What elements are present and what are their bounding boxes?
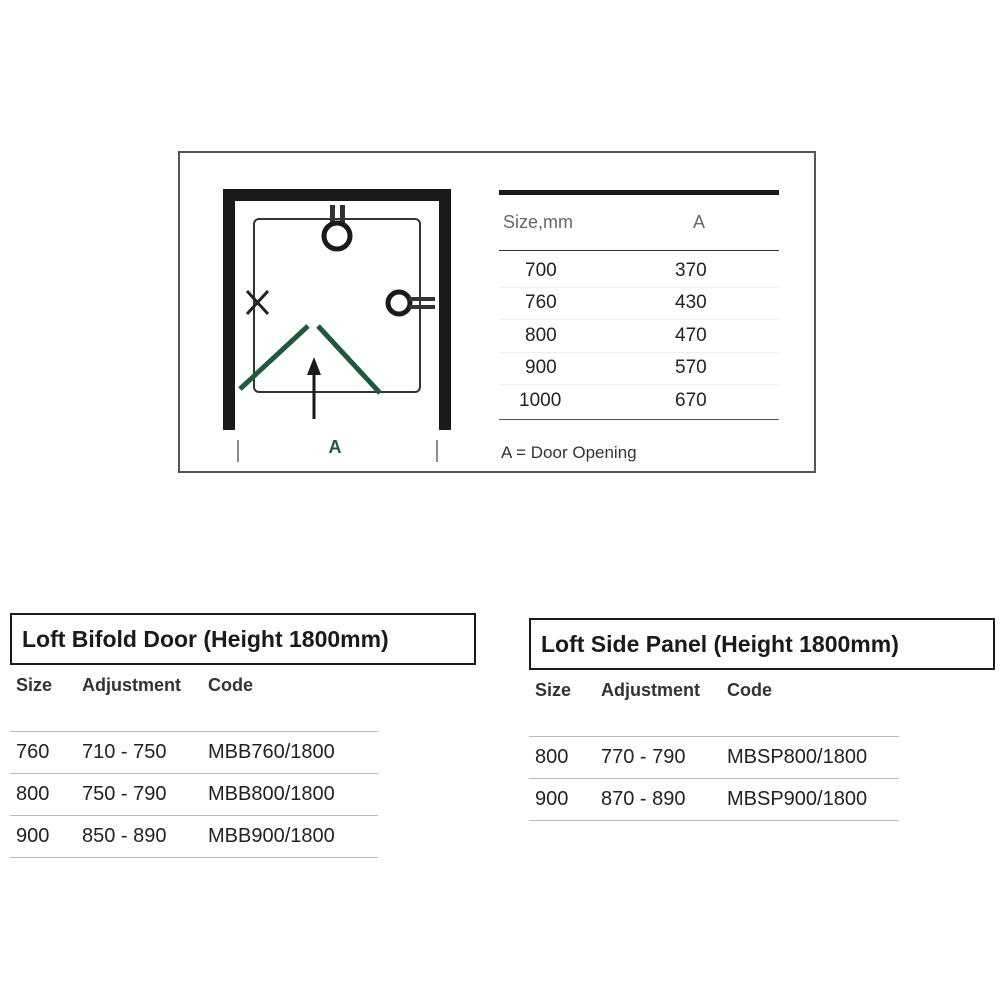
cell-size: 760 xyxy=(16,741,50,763)
header-adjustment: Adjustment xyxy=(82,675,181,695)
cell-a: 370 xyxy=(675,259,707,281)
table-row xyxy=(499,320,779,353)
header-a: A xyxy=(693,212,706,232)
header-size: Size,mm xyxy=(503,212,574,232)
cell-code: MBSP900/1800 xyxy=(727,788,868,810)
cell-code: MBB900/1800 xyxy=(208,825,335,847)
side-panel-title: Loft Side Panel (Height 1800mm) xyxy=(529,618,995,670)
drain-cross-icon xyxy=(247,291,268,314)
bifold-column-headers xyxy=(10,675,476,731)
cell-a: 570 xyxy=(675,357,707,379)
cell-adjustment: 710 - 750 xyxy=(82,741,167,763)
cell-code: MBB800/1800 xyxy=(208,783,335,805)
cell-size: 1000 xyxy=(519,389,562,411)
cell-adjustment: 750 - 790 xyxy=(82,783,167,805)
header-size: Size xyxy=(535,680,572,700)
bifold-door-left-leaf xyxy=(240,326,308,389)
table-row xyxy=(529,778,899,820)
cell-size: 800 xyxy=(16,783,50,805)
bifold-door-right-leaf xyxy=(318,326,380,393)
shower-head-icon xyxy=(324,205,350,249)
bifold-rows xyxy=(10,731,378,858)
table-row xyxy=(529,736,899,778)
dimension-label: A xyxy=(328,437,342,457)
bifold-title: Loft Bifold Door (Height 1800mm) xyxy=(10,613,476,665)
table-row xyxy=(499,288,779,321)
cell-code: MBSP800/1800 xyxy=(727,746,868,768)
cell-size: 900 xyxy=(16,825,50,847)
entry-arrow-icon xyxy=(307,357,321,419)
cell-a: 670 xyxy=(675,389,707,411)
cell-size: 700 xyxy=(525,259,557,281)
side-panel-column-headers xyxy=(529,680,995,736)
size-table-header xyxy=(499,195,779,251)
bifold-door-spec xyxy=(10,613,476,858)
header-code: Code xyxy=(208,675,253,695)
cell-size: 800 xyxy=(535,746,569,768)
table-row xyxy=(499,353,779,386)
cell-size: 760 xyxy=(525,292,557,314)
table-row xyxy=(10,731,378,773)
size-table-rows xyxy=(499,251,779,420)
legend-note: A = Door Opening xyxy=(501,443,637,462)
shower-plan-diagram xyxy=(178,151,816,473)
table-row xyxy=(10,773,378,815)
cell-adjustment: 850 - 890 xyxy=(82,825,167,847)
cell-adjustment: 770 - 790 xyxy=(601,746,686,768)
shower-valve-icon xyxy=(388,292,435,314)
header-size: Size xyxy=(16,675,53,695)
cell-a: 470 xyxy=(675,324,707,346)
cell-adjustment: 870 - 890 xyxy=(601,788,686,810)
side-panel-spec xyxy=(529,618,995,821)
table-row xyxy=(10,815,378,857)
table-row xyxy=(499,255,779,288)
side-panel-rows xyxy=(529,736,899,821)
cell-size: 900 xyxy=(535,788,569,810)
cell-code: MBB760/1800 xyxy=(208,741,335,763)
cell-size: 800 xyxy=(525,324,557,346)
header-adjustment: Adjustment xyxy=(601,680,700,700)
header-code: Code xyxy=(727,680,772,700)
cell-a: 430 xyxy=(675,292,707,314)
cell-size: 900 xyxy=(525,357,557,379)
size-table xyxy=(499,190,779,420)
table-row xyxy=(499,385,779,417)
